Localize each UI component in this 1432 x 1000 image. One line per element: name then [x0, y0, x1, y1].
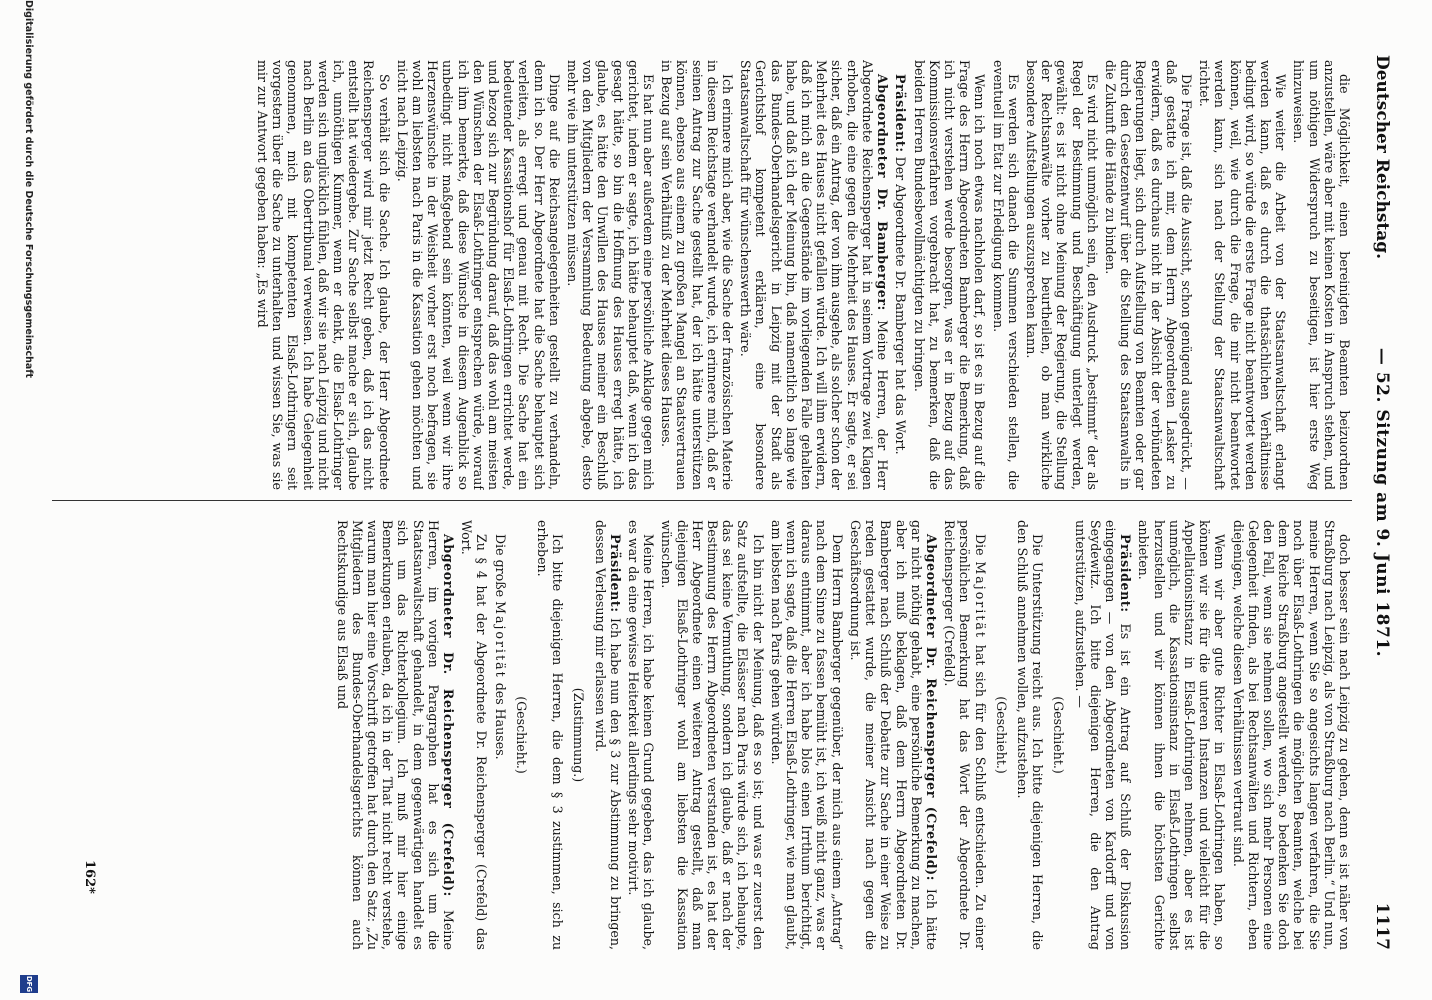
- paragraph: Präsident: Ich habe nun den § 3 zur Abstimmung zu bringen, dessen Verlesung mir erlassen wird.: [592, 520, 623, 950]
- paragraph: Präsident: Der Abgeordnete Dr. Bamberger hat das Wort.: [893, 74, 909, 455]
- paragraph: die Möglichkeit, einen bereinigten Beamten beizuordnen anzustellen, wäre aber mit keinen Kosten in Anspruch stehen, und um nöthigen Widerspruch zu beseitigen, ist hier erste Weg hinzuweisen.: [1291, 60, 1352, 490]
- text-column-left: [52, 60, 1352, 490]
- paragraph: Die Majorität hat sich für den Schluß entschieden. Zu einer persönlichen Bemerkung hat das Wort der Abgeordnete Dr. Reichensperger (Crefeld).: [942, 520, 988, 950]
- paragraph: Meine Herren, ich habe keinen Grund gegeben, das ich glaube, es war da eine gewisse Heiterkeit allerdings sehr motivirt.: [626, 520, 657, 950]
- paragraph: Abgeordneter Dr. Reichensperger (Crefeld): Meine Herren, im vorigen Paragraphen hat es sich um die Staatsanwaltschaft gehandelt, in dem gegenwärtigen handelt es sich um das Richterkollegium. Ich muß mir hier einige Bemerkungen erlauben, da ich in der That nicht recht verstehe, warum man hier eine Vorschrift getroffen hat durch den Satz: „Zu Mitgliedern des Bundes-Oberhandelsgerichts können auch Rechtskundige aus Elsaß und: [334, 520, 457, 950]
- paragraph: Zu § 4 hat der Abgeordnete Dr. Reichensperger (Crefeld) das Wort.: [459, 520, 490, 950]
- credit-text: Digitalisierung gefördert durch die Deutsche Forschungsgemeinschaft: [23, 0, 34, 378]
- paragraph: (Geschieht.): [513, 696, 529, 774]
- paragraph: Ich bin nicht der Meinung, daß es so ist; und was er zuerst den Satz aufstellte, die Elsässer nach Paris würde sich, ich behaupte, das sei keine Vermuthung, sondern ich glaube, daß er nach der Bestimmung des Herrn Abgeordneten verstanden ist, es hat der Herr Abgeordnete einen weiteren Antrag gestellt, daß man diejenigen Elsaß-Lothringer wohl am liebsten die Kassation wünschen.: [659, 520, 766, 950]
- paragraph: Es wird nicht unmöglich sein, den Ausdruck „bestimmt“ der als Regel der Bestimmung und Beschäftigung unterlegt werden, gewählt: es ist nicht ohne Meinung der Regierung, die Stellung der Rechtsanwälte vorher zu beurtheilen, ob man wirkliche besondere Aufstellungen auszusprechen kann.: [1023, 60, 1100, 490]
- text-column-right: [132, 520, 1352, 950]
- paragraph: Ich bitte diejenigen Herren, die dem § 3 zustimmen, sich zu erheben.: [535, 520, 566, 950]
- paragraph: Dem Herrn Bamberger gegenüber, der mich aus einem „Antrag“ nach dem Sinne zu fassen bemüht ist, ich weiß nicht ganz, was er daraus entnimmt, aber ich habe blos einen Irrthum berichtigt, wenn ich sagte, daß die Herren Elsaß-Lothringer, wie man glaubt, am liebsten nach Paris gehen würden.: [768, 520, 845, 950]
- paragraph: Wie weiter die Arbeit von der Staatsanwaltschaft erlangt werden kann, daß es durch die thatsächlichen Verhältnisse bedingt wird, so würde die erste Frage nicht beantwortet werden können, weil, wie durch die Frage, die mir nicht beantwortet werden kann, sich nach der Stellung der Staatsanwaltschaft richtet.: [1197, 60, 1289, 490]
- paragraph: Dinge auf die Reichsangelegenheiten gestellt zu verhandeln, denn ich so. Der Herr Abgeordnete hat die Sache behauptet sich verleiten, als erregt und genau mit Recht. Die Sache hat ein bedeutender Kassationshof für Elsaß-Lothringen errichtet werde, und bezog sich zur Begründung darauf, daß das wohl am meisten den Wünschen der Elsaß-Lothringer entsprechen würde, worauf ich ihm bemerkte, daß diese Wünsche in diesem Augenblick so unbedingt nicht maßgebend sein könnten, weil wenn wir ihre Herzenswünsche in der Weisheit vorher erst noch befragen, sie wohl am liebsten nach Paris in die Kassation gehen möchten und nicht nach Leipzig.: [394, 60, 562, 490]
- dfg-logo: DFG: [20, 975, 38, 993]
- header-title: Deutscher Reichstag.: [1372, 55, 1392, 260]
- paragraph: Die Unterstützung reicht aus. Ich bitte diejenigen Herren, die den Schluß annehmen wollen, aufzustehen.: [1014, 520, 1046, 950]
- paragraph: (Geschieht.): [993, 696, 1009, 774]
- paragraph: (Geschieht.): [1051, 696, 1067, 774]
- signature-mark: 162*: [82, 860, 97, 894]
- paragraph: Präsident: Es ist ein Antrag auf Schluß der Diskussion eingegangen — von den Abgeordneten von Kardorff und von Seydewitz. Ich bitte diejenigen Herren, die den Antrag unterstützen, aufzustehen. —: [1072, 520, 1134, 950]
- paragraph: So verhält sich die Sache. Ich glaube, der Herr Abgeordnete Reichensperger wird mir jetzt Recht geben, daß ich das nicht entstellt hat wiedergebe. Zur Sache selbst mache er sich, glaube ich, unnöthigen Kummer, wenn er denkt, die Elsaß-Lothringer werden sich unglücklich fühlen, daß wir sie nach Leipzig und nicht nach Berlin an das Obertribunal verweisen. Ich habe Gelegenheit genommen, mich mit kompetenten Elsaß-Lothringern seit vorgestern über die Sache zu unterhalten und wissen Sie, was sie mir zur Antwort gegeben haben: „Es wird: [254, 60, 392, 490]
- digitization-credit: [12, 0, 42, 1000]
- header-page-number: 1117: [1372, 902, 1392, 950]
- paragraph: Wenn ich noch etwas nachholen darf, so ist es in Bezug auf die Frage des Herrn Abgeordneten Bamberger die Bemerkung, daß ich nicht verstehen werde besorgen, was er in Bezug auf das Kommissionsverfahren vorgebracht hat, zu bemerken, daß die beiden Herren Bundesbevollmächtigten zu bringen.: [911, 60, 988, 490]
- paragraph: Die große Majorität des Hauses.: [492, 534, 508, 760]
- header-session: — 52. Sitzung am 9. Juni 1871.: [1372, 347, 1392, 658]
- paragraph: Es werden sich danach die Summen verschieden stellen, die eventuell im Etat zur Erledigung kommen.: [990, 60, 1021, 490]
- paragraph: Abgeordneter Dr. Bamberger: Meine Herren, der Herr Abgeordnete Reichensperger hat in seinem Vortrage zwei Klagen erhoben, die eine gegen die Mehrheit des Hauses. Er sagte, er sei sicher, daß ein Antrag, der von ihm ausgehe, als solcher schon der Mehrheit des Hauses nicht gefallen würde. Ich will ihm erwidern, daß ich mich an die Gegenstände im vorliegenden Falle gehalten habe, und daß ich der Meinung bin, daß namentlich so lange wie das Bundes-Oberhandelsgericht in Leipzig mit der Stadt als Gerichtshof kompetent erklären, eine besondere Staatsanwaltschaft für wünschenswerth wäre.: [738, 60, 891, 490]
- paragraph: Wenn wir aber gute Richter in Elsaß-Lothringen haben, so können wir sie für die unteren Instanzen und vielleicht für die Appellationsinstanz in Elsaß-Lothringen nehmen, aber es ist unmöglich, die Kassationsinstanz in Elsaß-Lothringen selbst herzustellen und wir können ihnen die höchsten Gerichte anbieten.: [1136, 520, 1228, 950]
- paragraph: doch besser sein nach Leipzig zu gehen, denn es ist näher von Straßburg nach Leipzig, als von Straßburg nach Berlin.“ Und nun, meine Herren, wenn Sie so angesichts langen verfahren, die Sie noch über Elsaß-Lothringen die möglichen Beamten, welche bei dem Reiche Straßburg angestellt werden, so bedenken Sie doch den Fall, wenn sie nehmen sollen, wo sich mehr Personen eine Gelegenheit finden, als bei Rechtsanwälten und Richtern, eben diejenigen, welche diesen Verhältnissen vertraut sind.: [1230, 520, 1352, 950]
- paragraph: Es hat nun aber außerdem eine persönliche Anklage gegen mich gerichtet, indem er sagte, ich hätte behauptet daß, wenn ich das gesagt hätte, so bin die Hoffnung des Hauses erregt hätte, ich glaube, es hätte den Unwillen des Hauses meiner ein Beschluß von den Mitgliedern der Versammlung Bedeutung abgebe, desto mehr wie ihn unterstützen müssen.: [565, 60, 657, 490]
- column-divider: [52, 500, 1352, 501]
- paragraph: Abgeordneter Dr. Reichensperger (Crefeld): Ich hätte gar nicht nöthig gehabt, eine persönliche Bemerkung zu machen, aber ich muß beklagen, daß dem Herrn Abgeordneten Dr. Bamberger nach Schluß der Debatte zur Sache in einer Weise zu reden gestattet wurde, die meiner Ansicht nach gegen die Geschäftsordnung ist.: [847, 520, 939, 950]
- paragraph: (Zustimmung.): [571, 687, 587, 783]
- page-header: [1362, 55, 1392, 950]
- paragraph: Die Frage ist, daß die Aussicht, schon genügend ausgedrückt, — daß gestatte ich mir, dem Herrn Abgeordneten Lasker zu erwidern, daß es durchaus nicht in der Absicht der verbündeten Regierungen liegt, sich durch Aufstellung von Beamten oder gar durch den Gesetzentwurf über die Stellung des Staatsanwalts in die Zukunft die Hände zu binden.: [1102, 60, 1194, 490]
- paragraph: Ich erinnere mich aber, wie die Sache der französischen Materie in diesem Reichstage verhandelt wurde, ich erinnere mich, daß er seinen Antrag zur Sache gestellt hat, der ich hätte unterstützen können, ebenso aus einem zu großen Mangel an Staatsvertrauen in Bezug auf sein Verhältniß zu der Mehrheit dieses Hauses.: [659, 60, 736, 490]
